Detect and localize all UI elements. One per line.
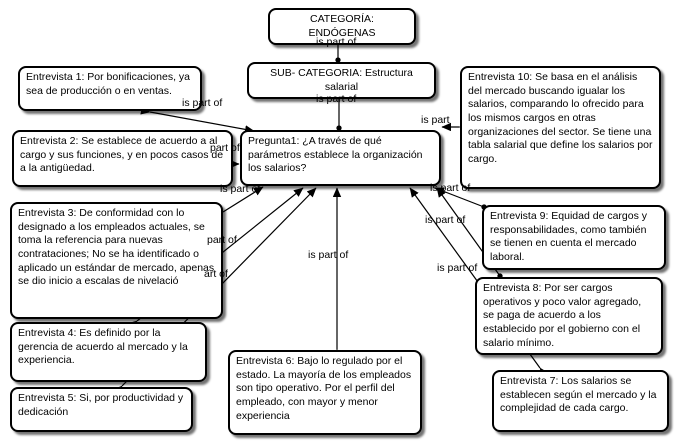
edge-label-label-e10[interactable]: is part	[421, 114, 450, 126]
node-entrevista-2[interactable]: Entrevista 2: Se establece de acuerdo a al cargo y sus funciones, y en pocos casos de a la antigüedad.	[12, 130, 233, 187]
node-entrevista-5[interactable]: Entrevista 5: Si, por productividad y dedicación	[10, 387, 193, 432]
node-subcategoria[interactable]: SUB- CATEGORIA: Estructura salarial	[247, 62, 436, 99]
node-entrevista-3[interactable]: Entrevista 3: De conformidad con lo designado a los empleados actuales, se toma la referencia para nuevas contrataciones; No se ha identificado o aplicado un estándar de mercado, apenas se dio inicio a escalas de nivelació	[10, 202, 223, 319]
node-entrevista-10[interactable]: Entrevista 10: Se basa en el análisis del mercado buscando igualar los salarios, comparando lo ofrecido para los mismos cargos en otras organizaciones del sector. Se tiene una tabla salarial que define los salarios por cargo.	[460, 66, 661, 189]
edge-label-label-e5[interactable]: art of	[204, 268, 228, 280]
node-entrevista-1[interactable]: Entrevista 1: Por bonificaciones, ya sea de producción o en ventas.	[18, 66, 202, 111]
edge-label-label-e6[interactable]: is part of	[308, 249, 349, 261]
node-entrevista-9[interactable]: Entrevista 9: Equidad de cargos y responsabilidades, como también se tienen en cuenta el mercado laboral.	[482, 205, 666, 270]
node-entrevista-6[interactable]: Entrevista 6: Bajo lo regulado por el estado. La mayoría de los empleados son tipo operativo. Por el perfil del empleado, con mayor y menor experiencia	[228, 350, 422, 435]
node-categoria[interactable]: CATEGORÍA: ENDÓGENAS	[268, 8, 416, 45]
node-entrevista-4[interactable]: Entrevista 4: Es definido por la gerencia de acuerdo al mercado y la experiencia.	[10, 322, 207, 382]
node-pregunta-1[interactable]: Pregunta1: ¿A través de qué parámetros establece la organización los salarios?	[240, 130, 441, 186]
edge-e1-to-pregunta	[150, 112, 254, 131]
edge-label-label-cat[interactable]: is part of	[316, 36, 357, 48]
edge-label-label-e8[interactable]: is part of	[425, 214, 466, 226]
edge-label-label-e9[interactable]: is part of	[430, 182, 471, 194]
edge-label-label-e7[interactable]: is part of	[437, 262, 478, 274]
edge-label-label-e2[interactable]: part of	[210, 142, 240, 154]
edge-label-label-e3[interactable]: is part of	[220, 183, 261, 195]
edge-label-label-sub[interactable]: is part of	[316, 93, 357, 105]
node-entrevista-7[interactable]: Entrevista 7: Los salarios se establecen según el mercado y la complejidad de cada cargo.	[492, 370, 669, 432]
node-entrevista-8[interactable]: Entrevista 8: Por ser cargos operativos y poco valor agregado, se paga de acuerdo a los establecido por el gobierno con el salario mínimo.	[475, 277, 663, 355]
edge-label-label-e4[interactable]: part of	[207, 234, 237, 246]
edge-label-label-e1[interactable]: is part of	[182, 97, 223, 109]
